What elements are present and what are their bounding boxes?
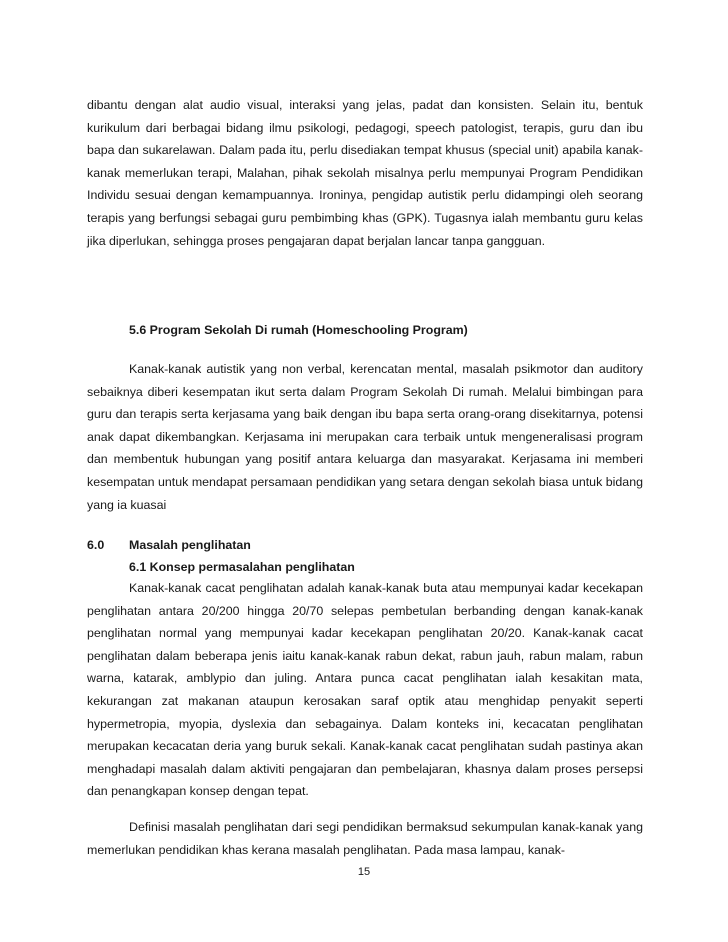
section-number-6-0: 6.0	[87, 538, 105, 552]
paragraph-homeschool-context: dibantu dengan alat audio visual, interaksi yang jelas, padat dan konsisten. Selain itu, bentuk kurikulum dari berbagai bidang ilmu psikologi, pedagogi, speech patologist, terapis, guru dan ibu bapa dan sukarelawan. Dalam pada itu, perlu disediakan tempat khusus (special unit) apabila kanak-kanak memerlukan terapi, Malahan, pihak sekolah misalnya perlu mempunyai Program Pendidikan Individu sesuai dengan kemampuannya. Ironinya, pengidap autistik perlu didampingi oleh seorang terapis yang berfungsi sebagai guru pembimbing khas (GPK). Tugasnya ialah membantu guru kelas jika diperlukan, sehingga proses pengajaran dapat berjalan lancar tanpa gangguan.	[87, 98, 643, 248]
page-number: 15	[357, 866, 371, 878]
section-heading-5-6: 5.6 Program Sekolah Di rumah (Homeschooling Program)	[129, 323, 468, 337]
paragraph-visual-impairment-concept: Kanak-kanak cacat penglihatan adalah kanak-kanak buta atau mempunyai kadar kecekapan penglihatan antara 20/200 hingga 20/70 selepas pembetulan berbanding dengan kanak-kanak penglihatan normal yang mempunyai kadar kecekapan penglihatan 20/20. Kanak-kanak cacat penglihatan dalam beberapa jenis iaitu kanak-kanak rabun dekat, rabun jauh, rabun malam, rabun warna, katarak, amblypio dan juling. Antara punca cacat penglihatan ialah kesakitan mata, kekurangan zat makanan ataupun kerosakan saraf optik atau menghidap penyakit seperti hypermetropia, myopia, dyslexia dan sebagainya. Dalam konteks ini, kecacatan penglihatan merupakan kecacatan deria yang buruk sekali. Kanak-kanak cacat penglihatan sudah pastinya akan menghadapi masalah dalam aktiviti pengajaran dan pembelajaran, khasnya dalam proses persepsi dan penangkapan konsep dengan tepat.	[87, 581, 643, 799]
section-heading-6-1: 6.1 Konsep permasalahan penglihatan	[129, 560, 355, 574]
section-heading-6-0: Masalah penglihatan	[129, 538, 251, 552]
paragraph-visual-impairment-definition: Definisi masalah penglihatan dari segi pendidikan bermaksud sekumpulan kanak-kanak yang memerlukan pendidikan khas kerana masalah penglihatan. Pada masa lampau, kanak-	[87, 820, 643, 857]
paragraph-homeschool-program: Kanak-kanak autistik yang non verbal, kerencatan mental, masalah psikmotor dan auditory sebaiknya diberi kesempatan ikut serta dalam Program Sekolah Di rumah. Melalui bimbingan para guru dan terapis serta kerjasama yang baik dengan ibu bapa serta orang-orang disekitarnya, potensi anak dapat dikembangkan. Kerjasama ini merupakan cara terbaik untuk mengeneralisasi program dan membentuk hubungan yang positif antara keluarga dan masyarakat. Kerjasama ini memberi kesempatan untuk mendapat persamaan pendidikan yang setara dengan sekolah biasa untuk bidang yang ia kuasai	[87, 362, 643, 512]
